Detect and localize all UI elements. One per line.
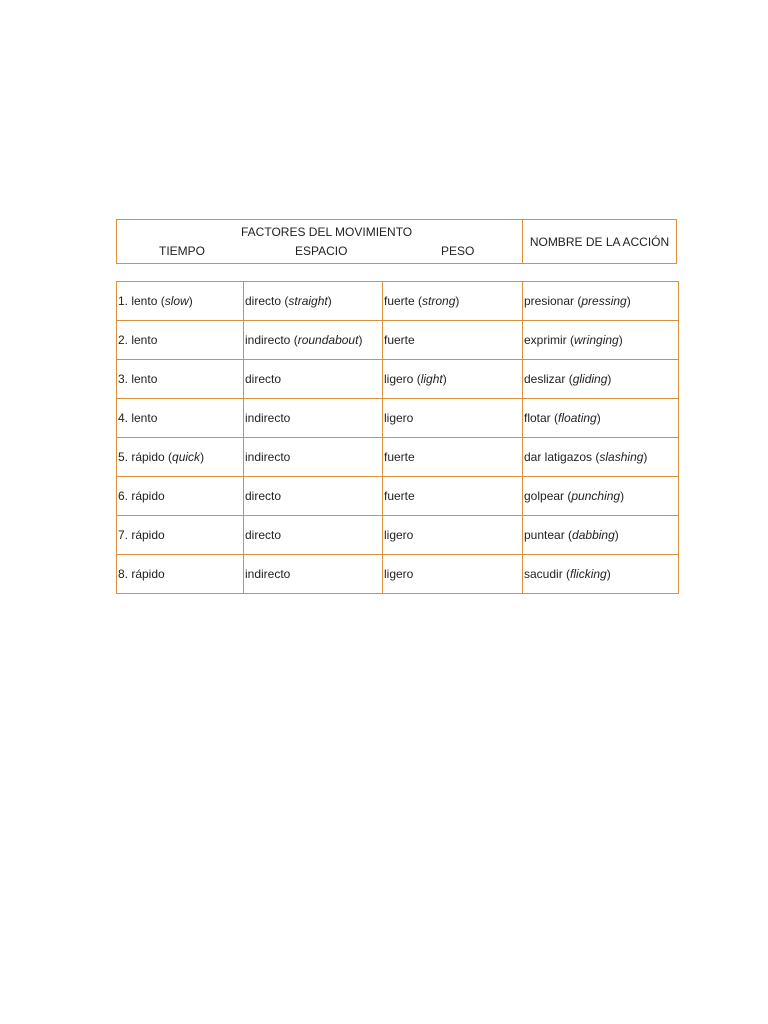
tiempo-text: 5. rápido — [118, 450, 165, 464]
espacio-text: indirecto — [245, 333, 291, 347]
peso-text: ligero — [384, 528, 414, 542]
cell-accion: exprimir (wringing) — [523, 321, 679, 360]
cell-peso — [383, 516, 523, 555]
tiempo-text: 3. lento — [118, 372, 158, 386]
table-row — [117, 399, 679, 438]
factors-title: FACTORES DEL MOVIMIENTO — [241, 225, 413, 239]
cell-espacio — [244, 438, 383, 477]
espacio-english: roundabout — [297, 333, 359, 347]
cell-accion: deslizar (gliding) — [523, 360, 679, 399]
peso-text: fuerte — [384, 294, 415, 308]
cell-tiempo — [117, 477, 244, 516]
cell-peso — [383, 555, 523, 594]
table-row — [117, 555, 679, 594]
table-row — [117, 360, 679, 399]
cell-tiempo: 1. lento (slow) — [117, 282, 244, 321]
table-header — [116, 219, 677, 264]
espacio-text: directo — [245, 528, 282, 542]
accion-text: presionar — [524, 294, 575, 308]
accion-english: slashing — [599, 450, 644, 464]
accion-english: pressing — [581, 294, 627, 308]
accion-english: dabbing — [572, 528, 615, 542]
cell-tiempo — [117, 360, 244, 399]
tiempo-text: 1. lento — [118, 294, 158, 308]
accion-english: gliding — [572, 372, 608, 386]
table-row — [117, 321, 679, 360]
peso-text: fuerte — [384, 333, 415, 347]
espacio-text: directo — [245, 294, 282, 308]
table-row — [117, 282, 679, 321]
peso-english: light — [420, 372, 443, 386]
cell-tiempo — [117, 321, 244, 360]
cell-accion: sacudir (flicking) — [523, 555, 679, 594]
espacio-text: indirecto — [245, 450, 291, 464]
tiempo-text: 2. lento — [118, 333, 158, 347]
cell-accion: dar latigazos (slashing) — [523, 438, 679, 477]
tiempo-english: quick — [172, 450, 201, 464]
cell-espacio — [244, 477, 383, 516]
cell-espacio — [244, 399, 383, 438]
cell-espacio — [244, 516, 383, 555]
espacio-text: directo — [245, 372, 282, 386]
peso-text: ligero — [384, 567, 414, 581]
tiempo-text: 6. rápido — [118, 489, 165, 503]
accion-text: deslizar — [524, 372, 566, 386]
accion-text: flotar — [524, 411, 551, 425]
cell-accion: presionar (pressing) — [523, 282, 679, 321]
accion-text: exprimir — [524, 333, 567, 347]
espacio-text: directo — [245, 489, 282, 503]
movement-table — [116, 281, 679, 594]
column-header-peso: PESO — [441, 244, 475, 258]
movement-table-body — [117, 282, 679, 594]
column-header-tiempo: TIEMPO — [159, 244, 206, 258]
peso-text: ligero — [384, 411, 414, 425]
peso-text: fuerte — [384, 489, 415, 503]
cell-tiempo: 5. rápido (quick) — [117, 438, 244, 477]
accion-text: dar latigazos — [524, 450, 593, 464]
column-header-espacio: ESPACIO — [295, 244, 348, 258]
cell-peso — [383, 477, 523, 516]
accion-text: puntear — [524, 528, 565, 542]
peso-english: strong — [422, 294, 456, 308]
tiempo-english: slow — [164, 294, 189, 308]
accion-text: sacudir — [524, 567, 563, 581]
accion-english: flicking — [570, 567, 607, 581]
cell-espacio: directo (straight) — [244, 282, 383, 321]
cell-peso: ligero (light) — [383, 360, 523, 399]
peso-text: ligero — [384, 372, 414, 386]
cell-tiempo — [117, 555, 244, 594]
espacio-text: indirecto — [245, 567, 291, 581]
cell-peso — [383, 321, 523, 360]
cell-peso: fuerte (strong) — [383, 282, 523, 321]
espacio-english: straight — [288, 294, 328, 308]
cell-espacio: indirecto (roundabout) — [244, 321, 383, 360]
cell-espacio — [244, 360, 383, 399]
cell-accion: golpear (punching) — [523, 477, 679, 516]
cell-accion: puntear (dabbing) — [523, 516, 679, 555]
accion-english: punching — [571, 489, 621, 503]
peso-text: fuerte — [384, 450, 415, 464]
cell-peso — [383, 399, 523, 438]
table-row — [117, 438, 679, 477]
table-row — [117, 516, 679, 555]
table-row — [117, 477, 679, 516]
accion-text: golpear — [524, 489, 565, 503]
column-header-accion-label: NOMBRE DE LA ACCIÓN — [529, 234, 670, 249]
column-header-accion — [523, 220, 676, 263]
cell-tiempo — [117, 516, 244, 555]
accion-english: wringing — [574, 333, 619, 347]
cell-tiempo — [117, 399, 244, 438]
tiempo-text: 4. lento — [118, 411, 158, 425]
factors-header-cell — [117, 220, 523, 263]
cell-peso — [383, 438, 523, 477]
cell-espacio — [244, 555, 383, 594]
espacio-text: indirecto — [245, 411, 291, 425]
tiempo-text: 7. rápido — [118, 528, 165, 542]
accion-english: floating — [558, 411, 597, 425]
cell-accion: flotar (floating) — [523, 399, 679, 438]
tiempo-text: 8. rápido — [118, 567, 165, 581]
